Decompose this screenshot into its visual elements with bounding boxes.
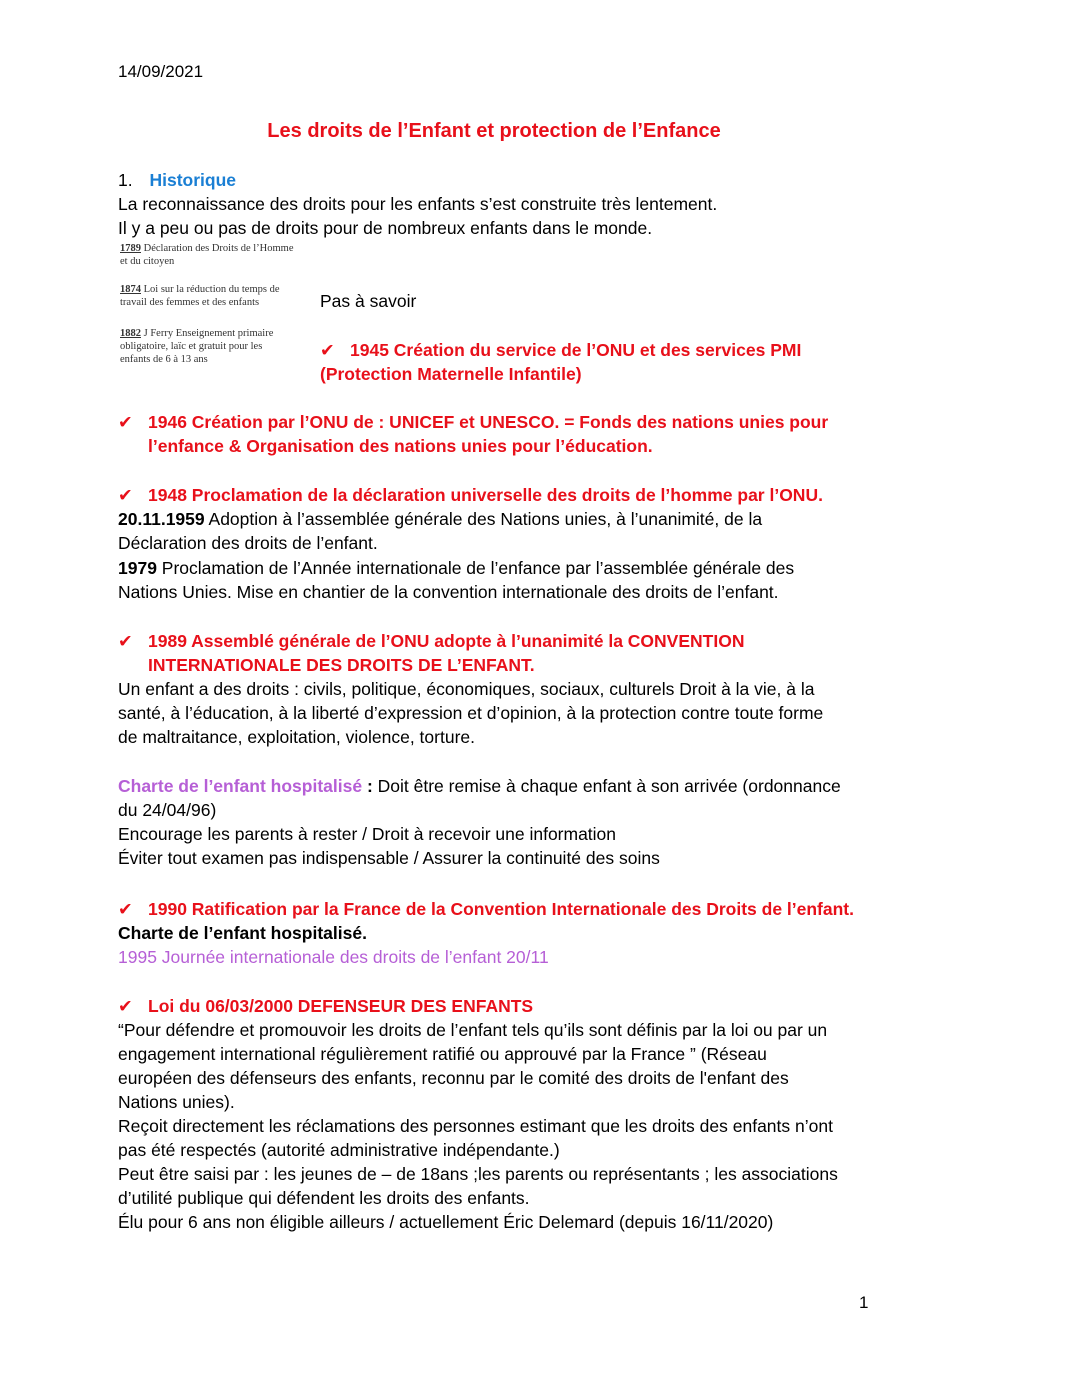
timeline-item-1789: 1789 Déclaration des Droits de l’Homme et du citoyen — [120, 243, 294, 267]
rights-paragraph: Un enfant a des droits : civils, politique, économiques, sociaux, culturels Droit à la vie, à la santé, à l’éducation, à la liberté d’expression et d’opinion, à la protection contre toute forme de maltraitance, exploitation, violence, torture. — [118, 679, 824, 747]
page-title: Les droits de l’Enfant et protection de l’Enfance — [267, 120, 721, 142]
check-icon: ✔ — [118, 631, 133, 651]
charte-paragraph: Charte de l’enfant hospitalisé : Doit être remise à chaque enfant à son arrivée (ordonnance du 24/04/96) Encourage les parents à rester / Droit à recevoir une information Éviter tout examen pas indispensable / Assurer la continuité des soins — [118, 776, 841, 868]
journee-1995: 1995 Journée internationale des droits de l’enfant 20/11 — [118, 947, 549, 967]
section-title: Historique — [149, 170, 237, 190]
check-icon: ✔ — [320, 340, 335, 360]
item-2000: ✔ Loi du 06/03/2000 DEFENSEUR DES ENFANTS — [118, 996, 534, 1016]
section-number: 1. — [118, 170, 133, 190]
check-icon: ✔ — [118, 412, 133, 432]
check-icon: ✔ — [118, 485, 133, 505]
charte-hospitalise: Charte de l’enfant hospitalisé. — [118, 923, 367, 943]
paragraph-1959: 20.11.1959 Adoption à l’assemblée générale des Nations unies, à l’unanimité, de la Déclaration des droits de l’enfant. — [118, 509, 763, 553]
intro-line-2: Il y a peu ou pas de droits pour de nombreux enfants dans le monde. — [118, 218, 653, 238]
item-1990: ✔ 1990 Ratification par la France de la Convention Internationale des Droits de l’enfant. — [118, 899, 854, 919]
note-pas-a-savoir: Pas à savoir — [320, 291, 417, 311]
section-heading — [118, 168, 236, 192]
intro-line-1: La reconnaissance des droits pour les enfants s’est construite très lentement. — [118, 194, 718, 214]
item-1945: ✔ 1945 Création du service de l’ONU et des services PMI (Protection Maternelle Infantile) — [320, 340, 802, 384]
check-icon: ✔ — [118, 899, 133, 919]
item-1989: ✔ 1989 Assemblé générale de l’ONU adopte à l’unanimité la CONVENTION INTERNATIONALE DES DROITS DE L’ENFANT. — [118, 631, 745, 675]
timeline-item-1874: 1874 Loi sur la réduction du temps de travail des femmes et des enfants — [120, 284, 280, 308]
header-date: 14/09/2021 — [118, 62, 204, 81]
item-1948: ✔ 1948 Proclamation de la déclaration universelle des droits de l’homme par l’ONU. — [118, 485, 823, 505]
item-1946: ✔ 1946 Création par l’ONU de : UNICEF et UNESCO. = Fonds des nations unies pour l’enfance & Organisation des nations unies pour l’éducation. — [118, 412, 829, 456]
timeline-image — [118, 240, 308, 370]
check-icon: ✔ — [118, 996, 133, 1016]
defenseur-paragraph: “Pour défendre et promouvoir les droits de l’enfant tels qu’ils sont définis par la loi ou par un engagement international régulièrement ratifié ou approuvé par la France ” (Réseau européen des défenseurs des enfants, reconnu par le comité des droits de l'enfant des Nations unies). Reçoit directement les réclamations des personnes estimant que les droits des enfants n’ont pas été respectés (autorité administrative indépendante.) Peut être saisi par : les jeunes de – de 18ans ;les parents ou représentants ; les associations d’utilité publique qui défendent les droits des enfants. Élu pour 6 ans non éligible ailleurs / actuellement Éric Delemard (depuis 16/11/2020) — [118, 1020, 838, 1232]
paragraph-1979: 1979 Proclamation de l’Année internationale de l’enfance par l’assemblée générale des Nations Unies. Mise en chantier de la convention internationale des droits de l’enfant. — [118, 558, 795, 602]
page-number: 1 — [859, 1293, 869, 1312]
timeline-item-1882: 1882 J Ferry Enseignement primaire obligatoire, laïc et gratuit pour les enfants de 6 à 13 ans — [120, 328, 274, 365]
